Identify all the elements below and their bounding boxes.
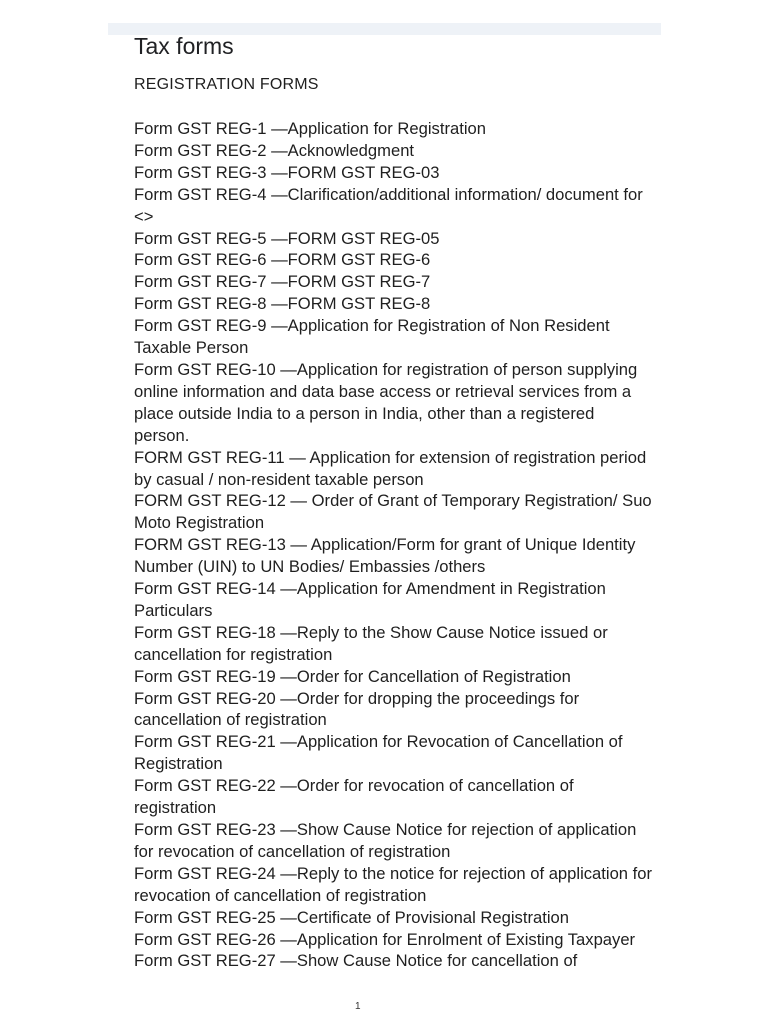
form-item: Form GST REG-18 —Reply to the Show Cause Notice issued or cancellation for registration	[134, 622, 608, 664]
page-title: Tax forms	[134, 33, 234, 59]
form-item: Form GST REG-22 —Order for revocation of cancellation of registration	[134, 776, 574, 818]
form-item: Form GST REG-19 —Order for Cancellation of Registration	[134, 666, 571, 686]
form-item: Form GST REG-14 —Application for Amendment in Registration Particulars	[134, 579, 606, 620]
section-heading: REGISTRATION FORMS	[134, 76, 319, 93]
form-item: Form GST REG-23 —Show Cause Notice for rejection of application for revocation of cancellation of registration	[134, 820, 637, 861]
form-item: Form GST REG-8 —FORM GST REG-8	[134, 294, 431, 314]
form-item: FORM GST REG-13 — Application/Form for grant of Unique Identity Number (UIN) to UN Bodies/ Embassies /others	[134, 535, 636, 577]
form-item: FORM GST REG-11 — Application for extension of registration period by casual / non-resident taxable person	[134, 447, 647, 489]
form-item: Form GST REG-3 —FORM GST REG-03	[134, 162, 440, 182]
form-item: Form GST REG-20 —Order for dropping the proceedings for cancellation of registration	[134, 688, 580, 730]
document-page	[134, 30, 654, 972]
form-item: Form GST REG-21 —Application for Revocation of Cancellation of Registration	[134, 732, 623, 774]
form-item: Form GST REG-26 —Application for Enrolment of Existing Taxpayer	[134, 929, 636, 949]
form-item: Form GST REG-27 —Show Cause Notice for cancellation of	[134, 951, 578, 971]
form-item: Form GST REG-7 —FORM GST REG-7	[134, 272, 431, 292]
form-item: Form GST REG-10 —Application for registration of person supplying online information and data base access or retrieval services from a place outside India to a person in India, other than a registered person.	[134, 359, 638, 445]
form-list	[134, 118, 654, 972]
form-item: Form GST REG-4 —Clarification/additional information/ document for <>	[134, 184, 643, 226]
form-item: Form GST REG-5 —FORM GST REG-05	[134, 228, 440, 248]
form-item: Form GST REG-9 —Application for Registration of Non Resident Taxable Person	[134, 316, 610, 358]
form-item: Form GST REG-2 —Acknowledgment	[134, 140, 415, 160]
form-item: FORM GST REG-12 — Order of Grant of Temporary Registration/ Suo Moto Registration	[134, 491, 652, 533]
form-item: Form GST REG-1 —Application for Registration	[134, 119, 486, 138]
form-item: Form GST REG-24 —Reply to the notice for rejection of application for revocation of cancellation of registration	[134, 863, 653, 905]
form-item: Form GST REG-6 —FORM GST REG-6	[134, 250, 431, 270]
page-number: 1	[355, 1001, 361, 1012]
form-item: Form GST REG-25 —Certificate of Provisional Registration	[134, 907, 569, 927]
